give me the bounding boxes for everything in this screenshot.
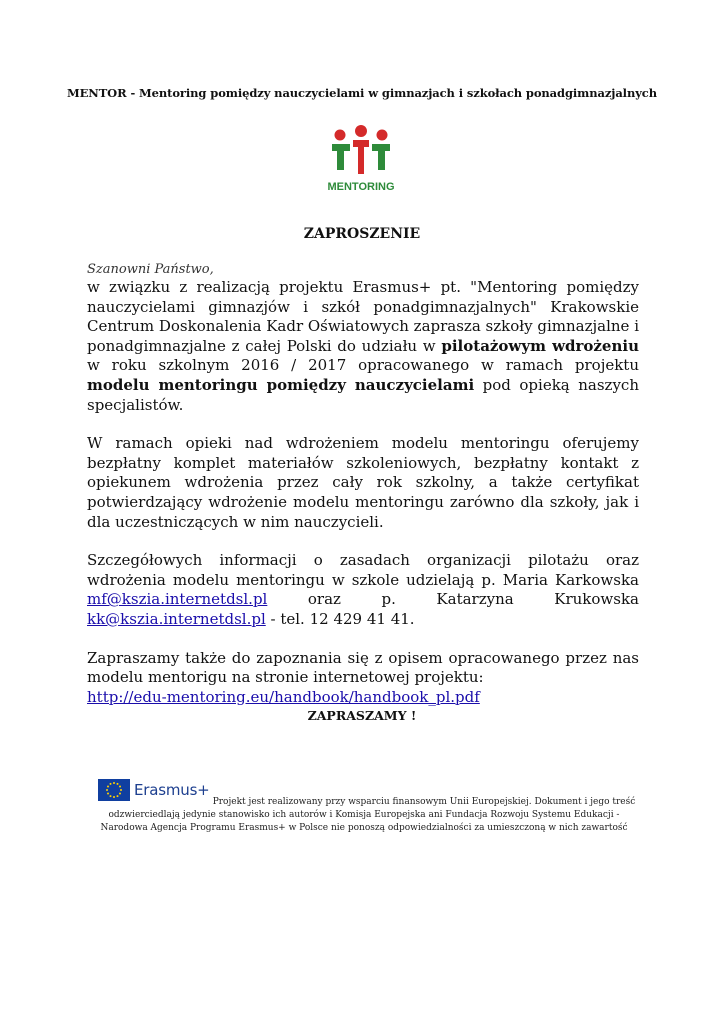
p3-text-2: oraz p. Katarzyna Krukowska: [267, 590, 639, 609]
funding-disclaimer: [84, 796, 644, 835]
disclaimer-line-1: Projekt jest realizowany przy wsparciu finansowym Unii Europejskiej. Dokument i jego treść: [212, 797, 636, 807]
p1-text-2: w roku szkolnym 2016 / 2017 opracowanego w ramach projektu: [87, 356, 639, 375]
p1-text-1: w związku z realizacją projektu Erasmus+ pt. "Mentoring pomiędzy nauczycielami gimnazjów i szkół ponadgimnazjalnych" Krakowskie Centrum Doskonalenia Kadr Oświatowych zaprasza szkoły gimnazjalne i ponadgimnazjalne z całej Polski do udziału w: [87, 278, 639, 355]
p3-text-1: Szczegółowych informacji o zasadach organizacji pilotażu oraz wdrożenia modelu mentoringu w szkole udzielają p. Maria Karkowska: [87, 551, 639, 589]
handbook-link[interactable]: http://edu-mentoring.eu/handbook/handbook_pl.pdf: [87, 687, 480, 706]
salutation: Szanowni Państwo,: [87, 262, 214, 277]
mentoring-logo: [328, 124, 394, 196]
closing-text: ZAPRASZAMY !: [307, 708, 417, 723]
p4-text-1: Zapraszamy także do zapoznania się z opisem opracowanego przez nas modelu mentorigu na stronie internetowej projektu:: [87, 648, 639, 687]
email-link-1[interactable]: mf@kszia.internetdsl.pl: [87, 590, 268, 609]
p1-bold-1: pilotażowym wdrożeniu: [441, 336, 639, 355]
p1-text-3: pod opieką naszych specjalistów.: [87, 375, 639, 414]
mentoring-logo-icon: [328, 124, 394, 196]
disclaimer-line-2: odzwierciedlają jedynie stanowisko ich autorów i Komisja Europejska ani Fundacja Rozwoju Systemu Edukacji -: [108, 810, 620, 820]
logo-text: MENTORING: [328, 181, 394, 193]
erasmus-label: Erasmus+: [134, 781, 210, 799]
disclaimer-line-3: Narodowa Agencja Programu Erasmus+ w Polsce nie ponoszą odpowiedzialności za umieszczoną w nich zawartość: [100, 823, 628, 833]
letter-body: [87, 262, 639, 707]
p3-text-3: - tel. 12 429 41 41.: [265, 609, 415, 628]
paragraph-1: [87, 278, 639, 415]
page-title: ZAPROSZENIE: [303, 226, 421, 242]
email-link-2[interactable]: kk@kszia.internetdsl.pl: [87, 609, 266, 628]
project-header: MENTOR - Mentoring pomiędzy nauczycielami w gimnazjach i szkołach ponadgimnazjalnych: [67, 86, 657, 100]
paragraph-4: [87, 649, 639, 708]
paragraph-3: [87, 551, 639, 629]
paragraph-2: W ramach opieki nad wdrożeniem modelu mentoringu oferujemy bezpłatny komplet materiałów szkoleniowych, bezpłatny kontakt z opiekunem wdrożenia przez cały rok szkolny, a także certyfikat potwierdzający wdrożenie modelu mentoringu zarówno dla szkoły, jak i dla uczestniczących w nim nauczycieli.: [87, 434, 639, 531]
p1-bold-2: modelu mentoringu pomiędzy nauczycielami: [87, 375, 475, 394]
